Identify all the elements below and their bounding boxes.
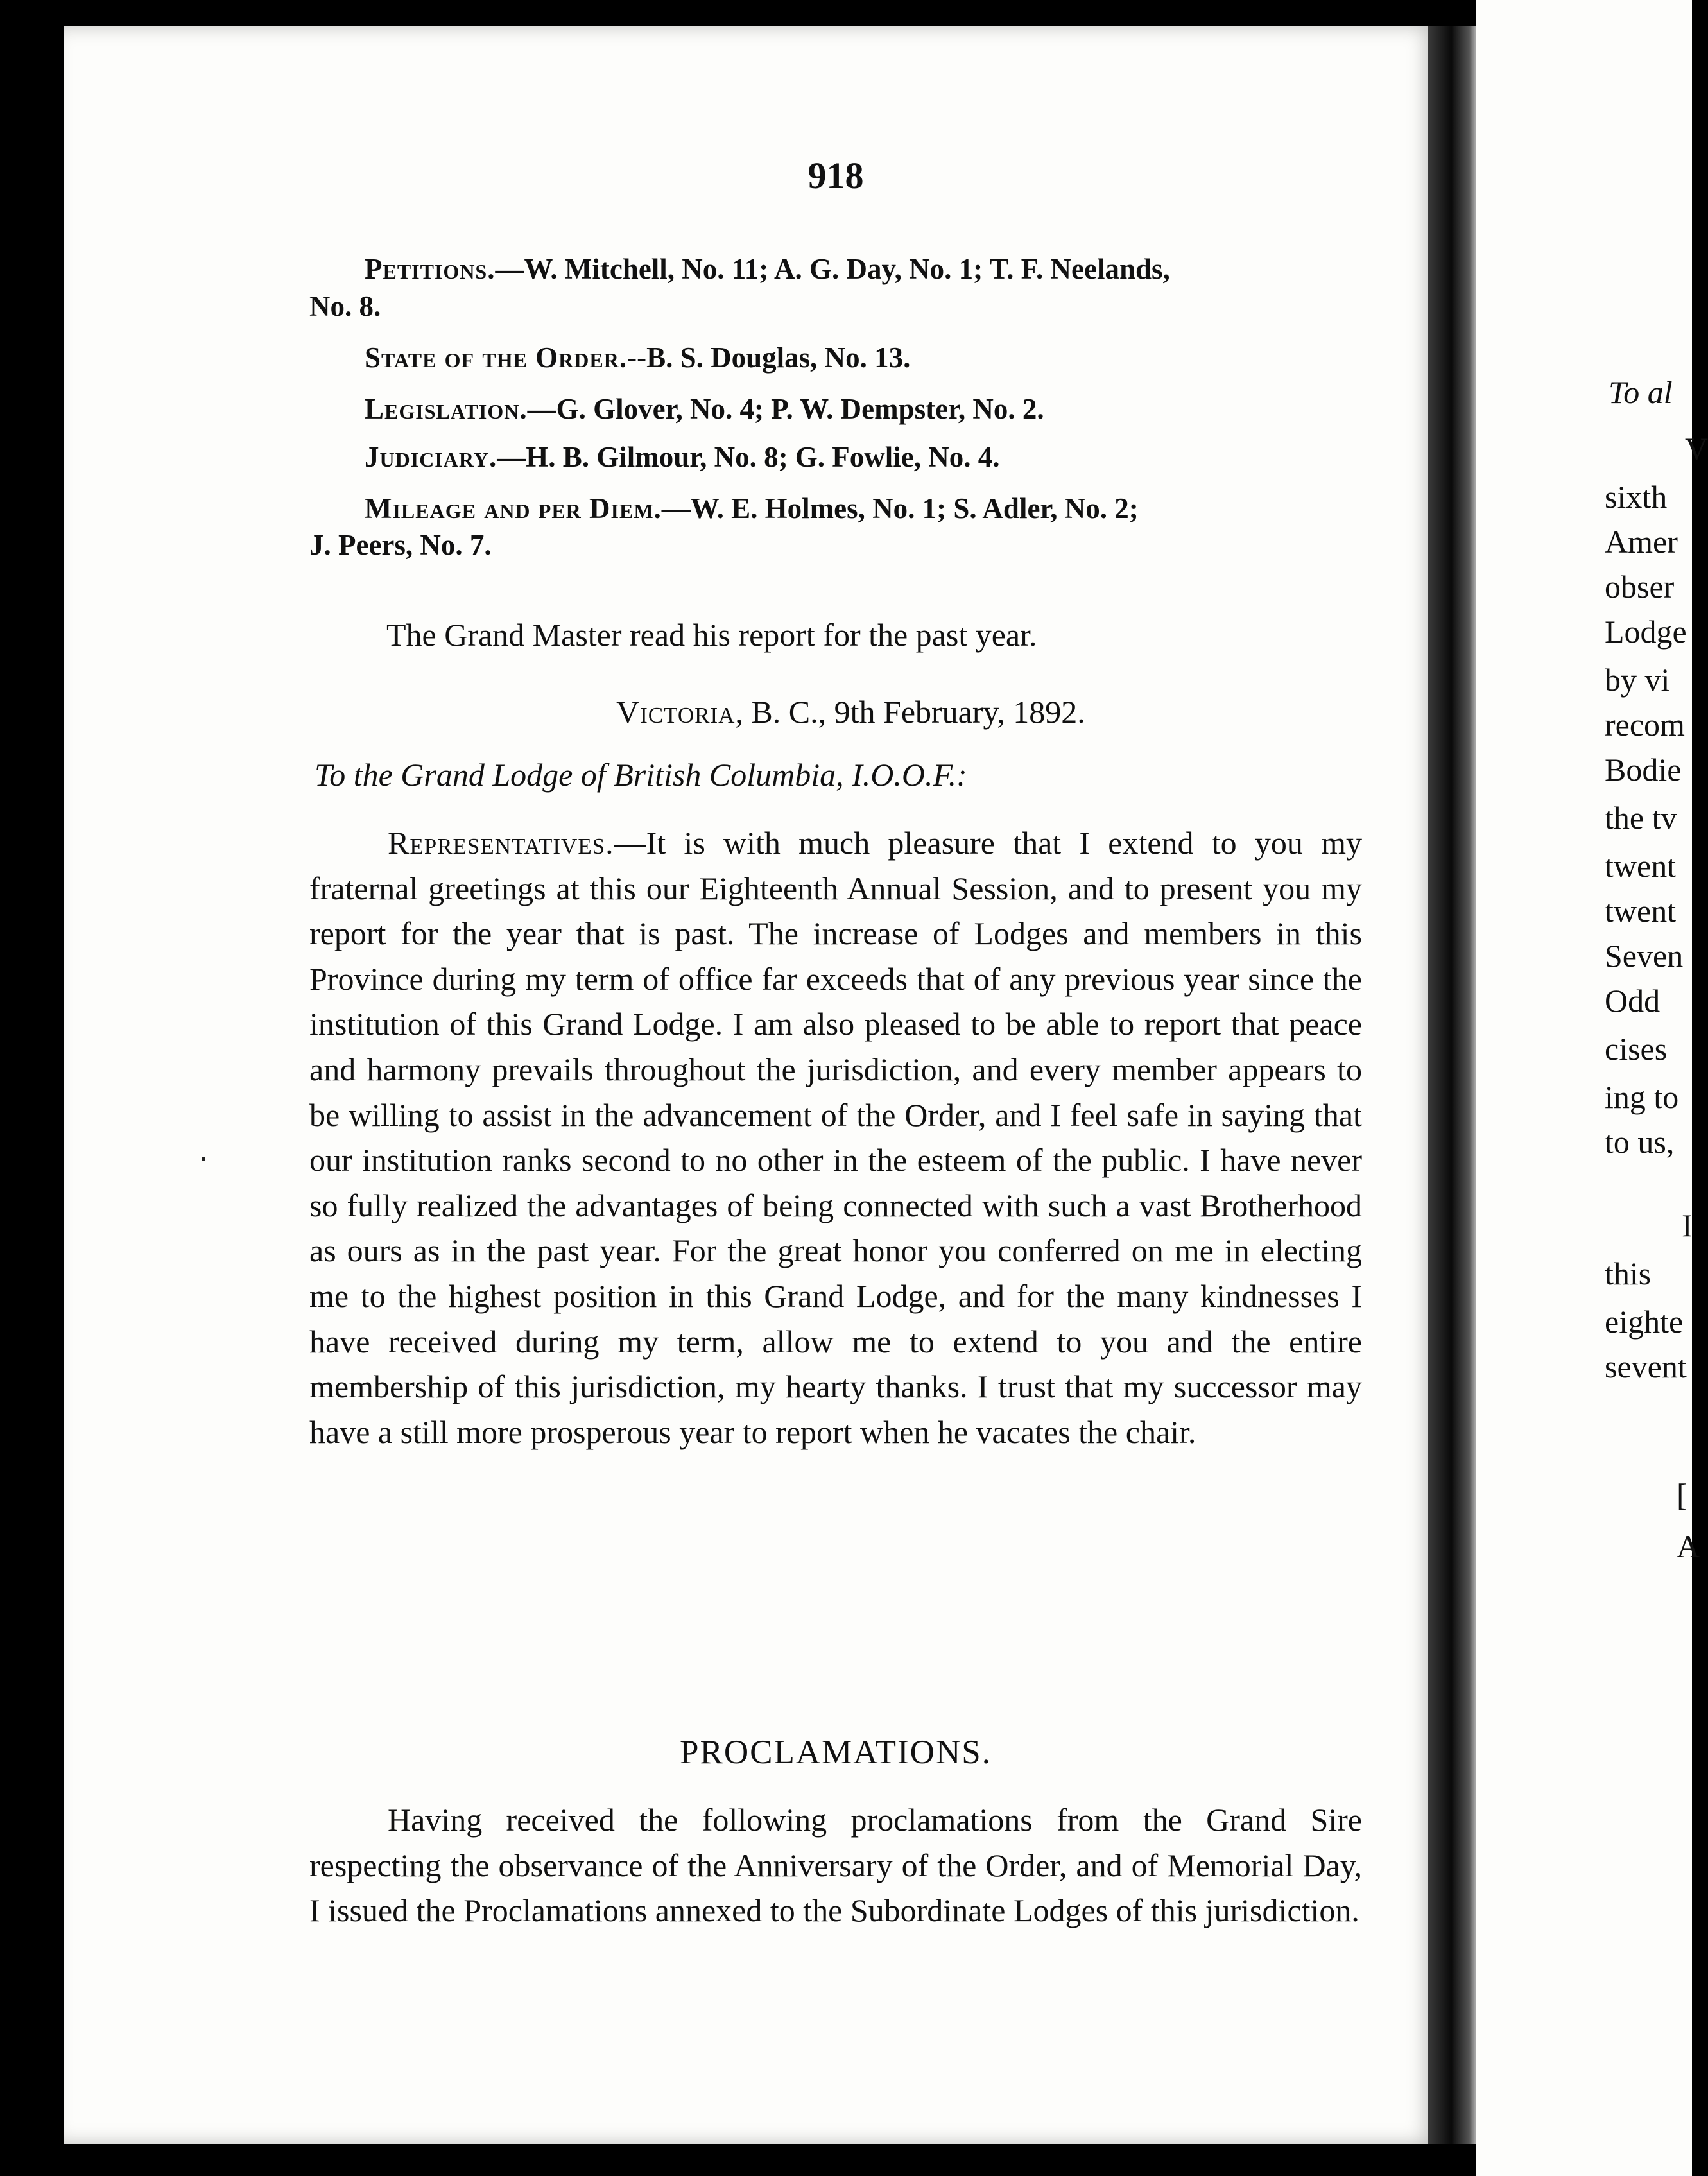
committee-mileage-cont: J. Peers, No. 7. — [309, 529, 492, 561]
salutation: To the Grand Lodge of British Columbia, I.O.O.F.: — [315, 757, 967, 793]
fragment-line: eighte — [1605, 1304, 1684, 1340]
fragment-line: to us, — [1605, 1124, 1675, 1160]
scan-speck — [202, 1157, 205, 1161]
fragment-line: Seven — [1605, 938, 1684, 974]
fragment-line: recom — [1605, 707, 1685, 743]
fragment-line: Bodie — [1605, 752, 1682, 788]
proclamations-paragraph: Having received the following proclamations from the Grand Sire respecting the observance of the Anniversary of the Order, and of Memorial Day, I issued the Proclamations annexed to the Subordinate Lodges of this jurisdiction. — [309, 1802, 1362, 1929]
report-paragraph — [309, 820, 1362, 1455]
intro-line: The Grand Master read his report for the past year. — [386, 617, 1037, 653]
left-page — [64, 26, 1438, 2144]
dateline — [616, 693, 1085, 730]
fragment-line: by vi — [1605, 662, 1670, 698]
fragment-line: Amer — [1605, 524, 1678, 560]
committee-petitions-cont: No. 8. — [309, 290, 381, 322]
fragment-line: I — [1682, 1207, 1693, 1243]
page-gutter — [1428, 26, 1479, 2144]
fragment-line: ing to — [1605, 1079, 1679, 1115]
fragment-line: obser — [1605, 569, 1675, 605]
committee-members: --B. S. Douglas, No. 13. — [627, 341, 911, 374]
report-lead: Representatives. — [388, 825, 614, 861]
fragment-line: twent — [1605, 893, 1677, 929]
fragment-line: V — [1685, 431, 1708, 467]
committee-legislation — [309, 392, 1362, 426]
committee-name: Judiciary. — [365, 441, 497, 473]
committee-judiciary — [309, 440, 1362, 474]
fragment-line: sixth — [1605, 479, 1668, 515]
committee-name: Legislation. — [365, 393, 528, 425]
committee-mileage — [309, 491, 1362, 526]
committee-members: —H. B. Gilmour, No. 8; G. Fowlie, No. 4. — [497, 441, 1000, 473]
dateline-date: , B. C., 9th February, 1892. — [735, 694, 1085, 730]
committee-name: State of the Order. — [365, 341, 628, 374]
committee-members: —G. Glover, No. 4; P. W. Dempster, No. 2. — [527, 393, 1044, 425]
fragment-line: this — [1605, 1256, 1652, 1291]
report-text: —It is with much pleasure that I extend to you my fraternal greetings at this our Eighteenth Annual Session, and to present you my report for the year that is past. The increase of Lodges and members in this Province during my term of office far exceeds that of any previous year since the institution of this Grand Lodge. I am also pleased to be able to report that peace and harmony prevails throughout the jurisdiction, and every member appears to be willing to assist in the advancement of the Order, and I feel safe in saying that our institution ranks second to no other in the esteem of the public. I have never so fully realized the advantages of being connected with such a vast Brotherhood as ours as in the past year. For the great honor you conferred on me in electing me to the highest position in this Grand Lodge, and for the many kindnesses I have received during my term, allow me to extend to you and the entire membership of this jurisdiction, my hearty thanks. I trust that my successor may have a still more prosperous year to report when he vacates the chair. — [309, 825, 1362, 1450]
page-number: 918 — [807, 155, 864, 196]
fragment-line: sevent — [1605, 1349, 1687, 1385]
fragment-line: the tv — [1605, 800, 1677, 836]
committee-state-of-order — [309, 340, 1362, 375]
fragment-line: A — [1677, 1528, 1700, 1564]
right-page — [1476, 0, 1708, 2176]
committee-name: Mileage and per Diem. — [365, 492, 662, 524]
dateline-place: Victoria — [616, 694, 736, 730]
committee-members: —W. Mitchell, No. 11; A. G. Day, No. 1; T. F. Neelands, — [495, 253, 1170, 285]
committee-members: —W. E. Holmes, No. 1; S. Adler, No. 2; — [661, 492, 1139, 524]
fragment-line: Odd — [1605, 983, 1661, 1019]
fragment-line: [ — [1677, 1477, 1687, 1513]
committee-petitions — [309, 252, 1362, 286]
fragment-line: twent — [1605, 848, 1677, 884]
fragment-line: To al — [1609, 374, 1673, 410]
fragment-line: Lodge — [1605, 614, 1687, 650]
committee-name: Petitions. — [365, 253, 496, 285]
fragment-line: cises — [1605, 1031, 1668, 1067]
proclamations-heading: PROCLAMATIONS. — [680, 1734, 992, 1771]
